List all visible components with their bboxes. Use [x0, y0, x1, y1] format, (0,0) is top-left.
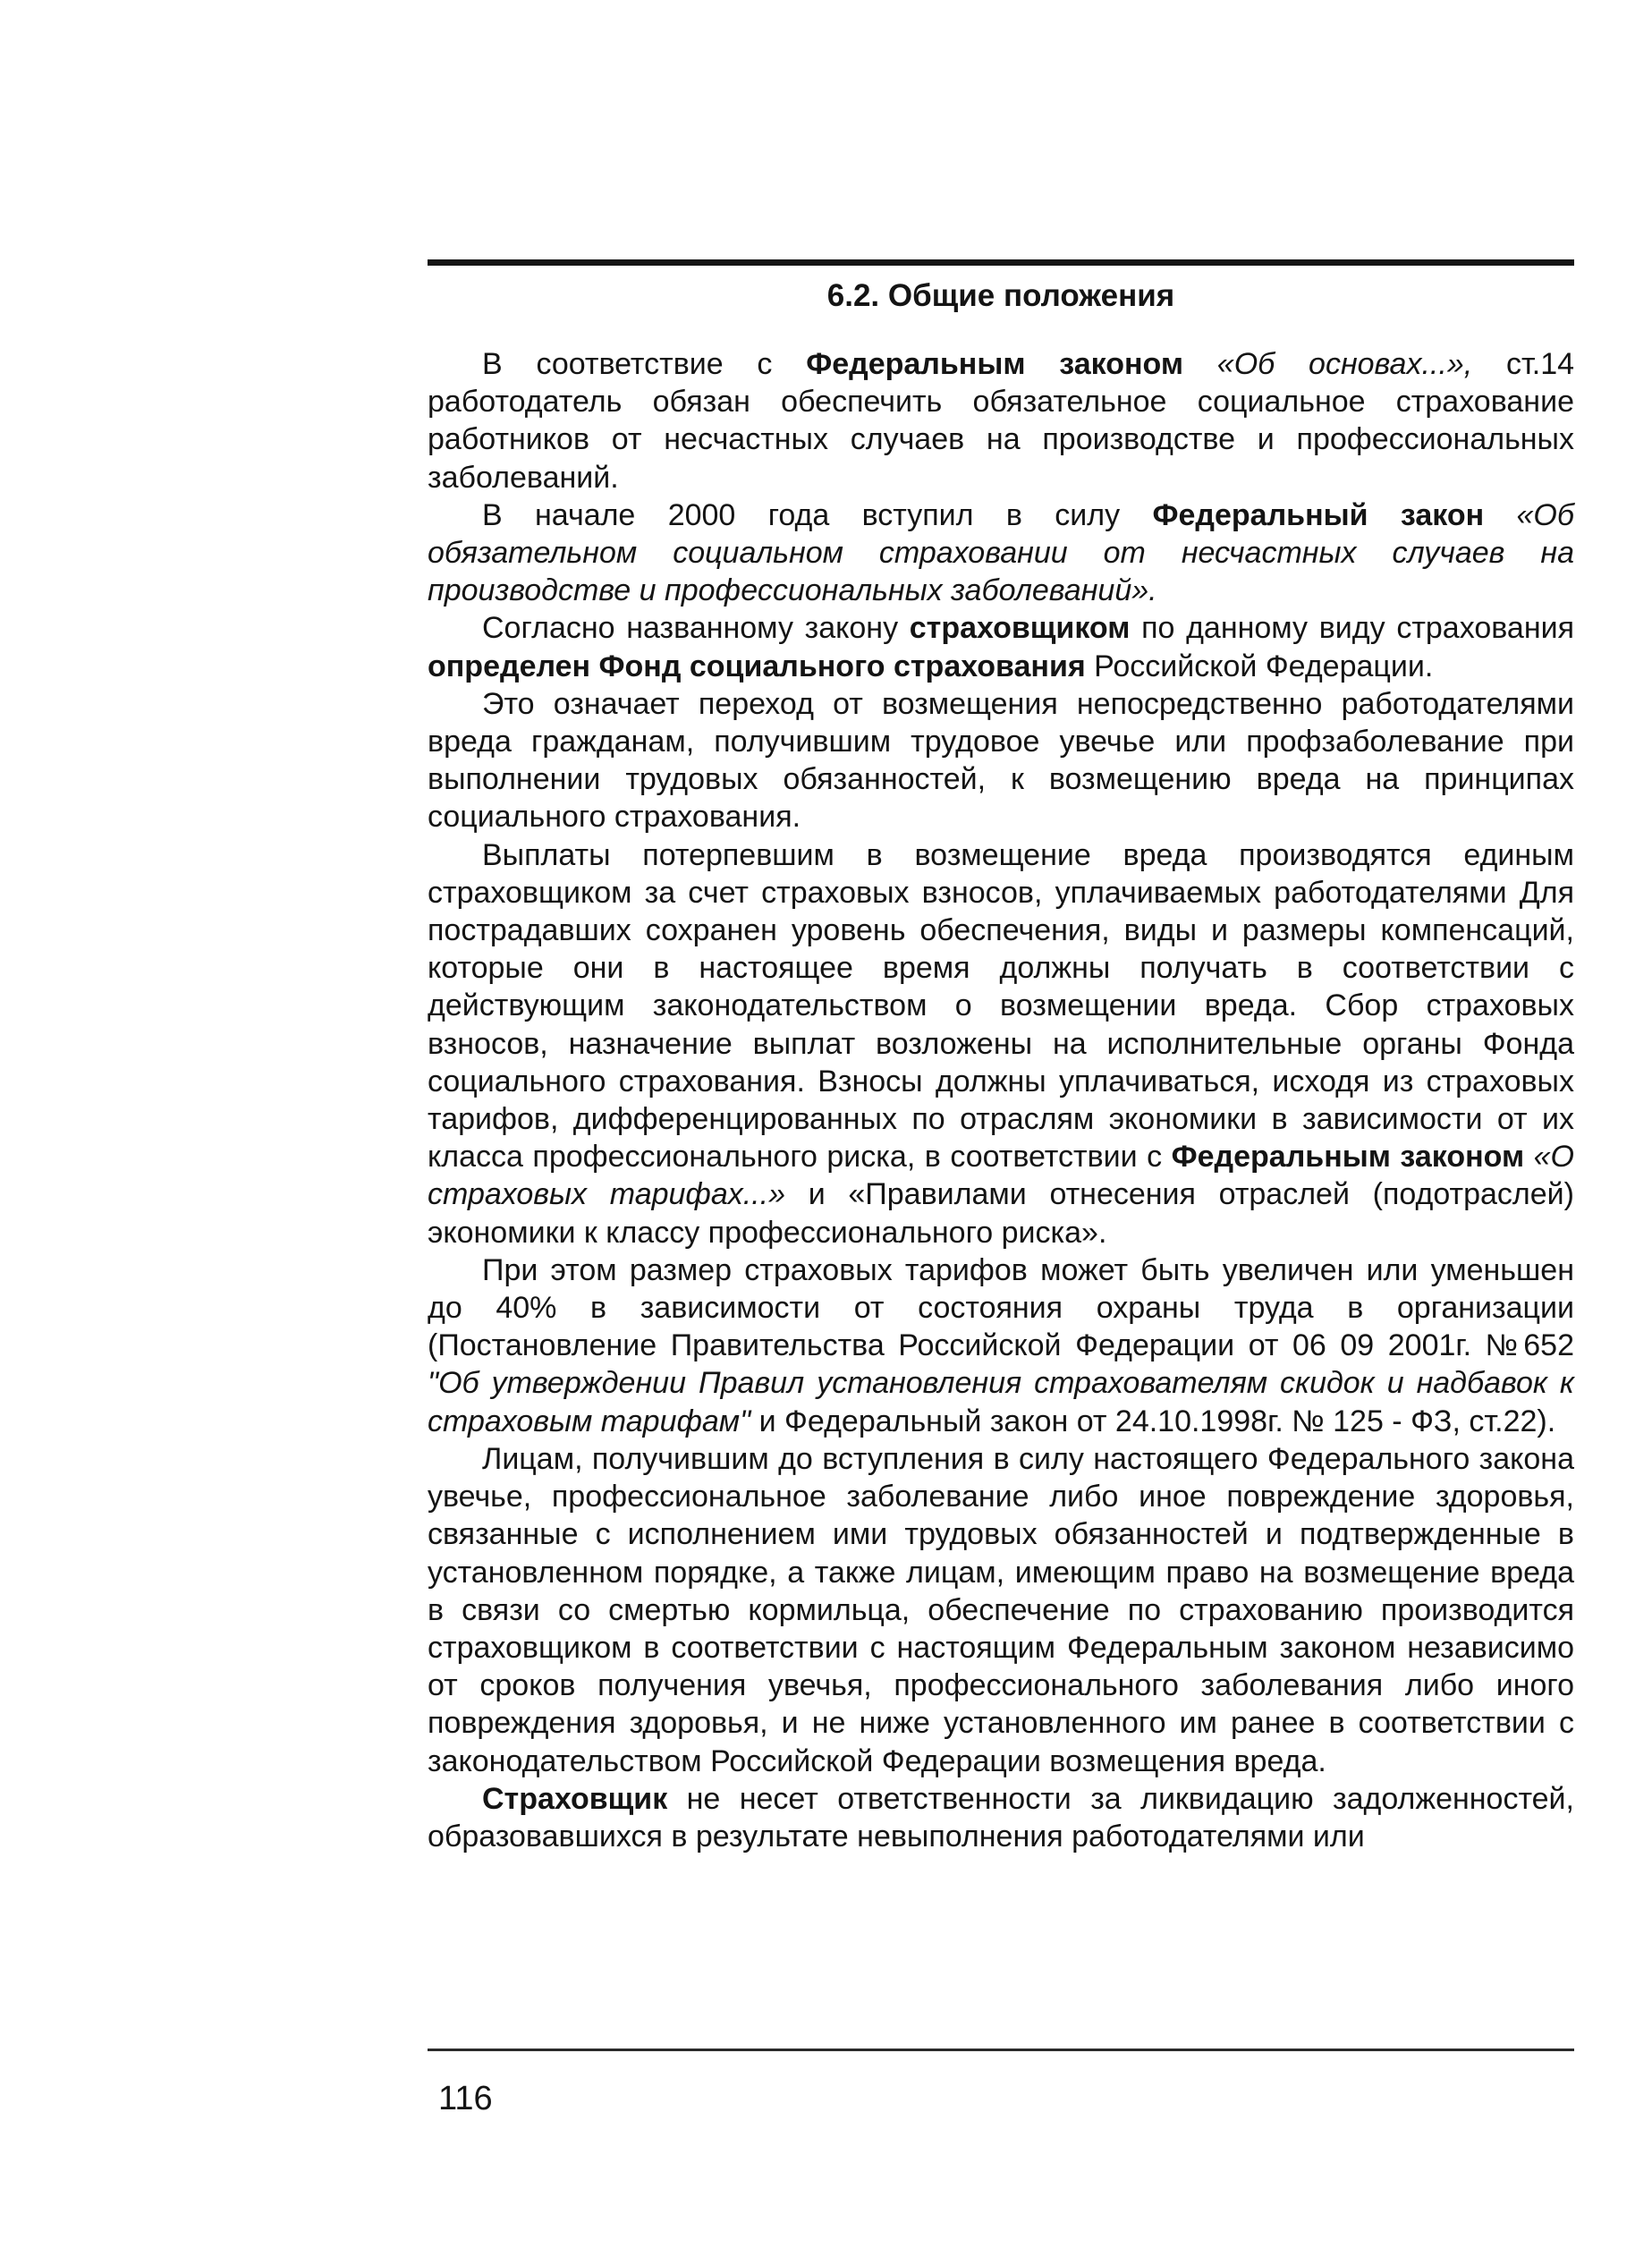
top-rule	[428, 259, 1574, 266]
bold-run: Федеральным законом	[1171, 1140, 1525, 1175]
paragraph	[428, 609, 1574, 684]
text-run: В начале 2000 года вступил в силу	[482, 497, 1153, 532]
page-number: 116	[438, 2080, 493, 2117]
text-run: по данному виду страхования	[1130, 611, 1575, 646]
text-run: не несет ответственности за ликвидацию задолженностей, образовавшихся в результате невыполнения работодателями или	[428, 1781, 1574, 1854]
paragraph	[428, 685, 1574, 836]
paragraph	[428, 345, 1574, 496]
body-text	[428, 345, 1574, 1855]
paragraph	[428, 496, 1574, 610]
text-run: Согласно названному закону	[482, 611, 910, 646]
italic-run: "Об утверждении Правил установления страхователям скидок и надбавок к страховым тарифам"	[428, 1366, 1574, 1438]
section-title: 6.2. Общие положения	[826, 278, 1175, 313]
text-run: При этом размер страховых тарифов может быть увеличен или уменьшен до 40% в зависимости от состояния охраны труда в организации (Постановление Правительства Российской Федерации от 06 09 2001г. №652	[428, 1252, 1574, 1363]
italic-run: «О страховых тарифах...»	[428, 1140, 1574, 1212]
paragraph	[428, 836, 1574, 1251]
italic-run: «Об основах...»,	[1216, 347, 1473, 381]
text-run	[1524, 1140, 1534, 1174]
bold-run: Федеральный закон	[1152, 497, 1485, 532]
paragraph	[428, 1780, 1574, 1855]
paragraph	[428, 1440, 1574, 1780]
text-run: и Федеральный закон от 24.10.1998г. № 125 - ФЗ, ст.22).	[750, 1404, 1556, 1438]
text-run	[1183, 347, 1217, 381]
bold-run: Федеральным законом	[806, 347, 1183, 381]
text-run: Выплаты потерпевшим в возмещение вреда производятся единым страховщиком за счет страховых взносов, уплачиваемых работодателями Для пострадавших сохранен уровень обеспечения, виды и размеры компенсаций, которые они в настоящее время должны получать в соответствии с действующим законодательством о возмещении вреда. Сбор страховых взносов, назначение выплат возложены на исполнительные органы Фонда социального страхования. Взносы должны уплачиваться, исходя из страховых тарифов, дифференцированных по отраслям экономики в зависимости от их класса профессионального риска, в соответствии с	[428, 837, 1574, 1175]
bold-run: определен Фонд социального страхования	[428, 649, 1086, 683]
bold-run: Страховщик	[482, 1781, 668, 1816]
bold-run: страховщиком	[909, 611, 1131, 646]
text-run: Российской Федерации.	[1085, 649, 1434, 683]
text-run: ст.14 работодатель обязан обеспечить обязательное социальное страхование работников от несчастных случаев на производстве и профессиональных заболеваний.	[428, 347, 1575, 495]
italic-run: «Об обязательном социальном страховании от несчастных случаев на производстве и профессиональных заболеваний».	[428, 497, 1574, 608]
text-run: и «Правилами отнесения отраслей (подотраслей) экономики к классу профессионального риска».	[428, 1177, 1574, 1250]
text-run: Это означает переход от возмещения непосредственно работодателями вреда гражданам, получившим трудовое увечье или профзаболевание при выполнении трудовых обязанностей, к возмещению вреда на принципах социального страхования.	[428, 686, 1574, 835]
bottom-rule	[428, 2049, 1574, 2051]
text-run	[1484, 498, 1516, 532]
text-run: В соответствие с	[482, 347, 807, 381]
paragraph	[428, 1251, 1574, 1440]
text-run: Лицам, получившим до вступления в силу настоящего Федерального закона увечье, профессиональное заболевание либо иное повреждение здоровья, связанные с исполнением ими трудовых обязанностей и подтвержденные в установленном порядке, а также лицам, имеющим право на возмещение вреда в связи со смертью кормильца, обеспечение по страхованию производится страховщиком в соответствии с настоящим Федеральным законом независимо от сроков получения увечья, профессионального заболевания либо иного повреждения здоровья, и не ниже установленного им ранее в соответствии с законодательством Российской Федерации возмещения вреда.	[428, 1441, 1574, 1778]
